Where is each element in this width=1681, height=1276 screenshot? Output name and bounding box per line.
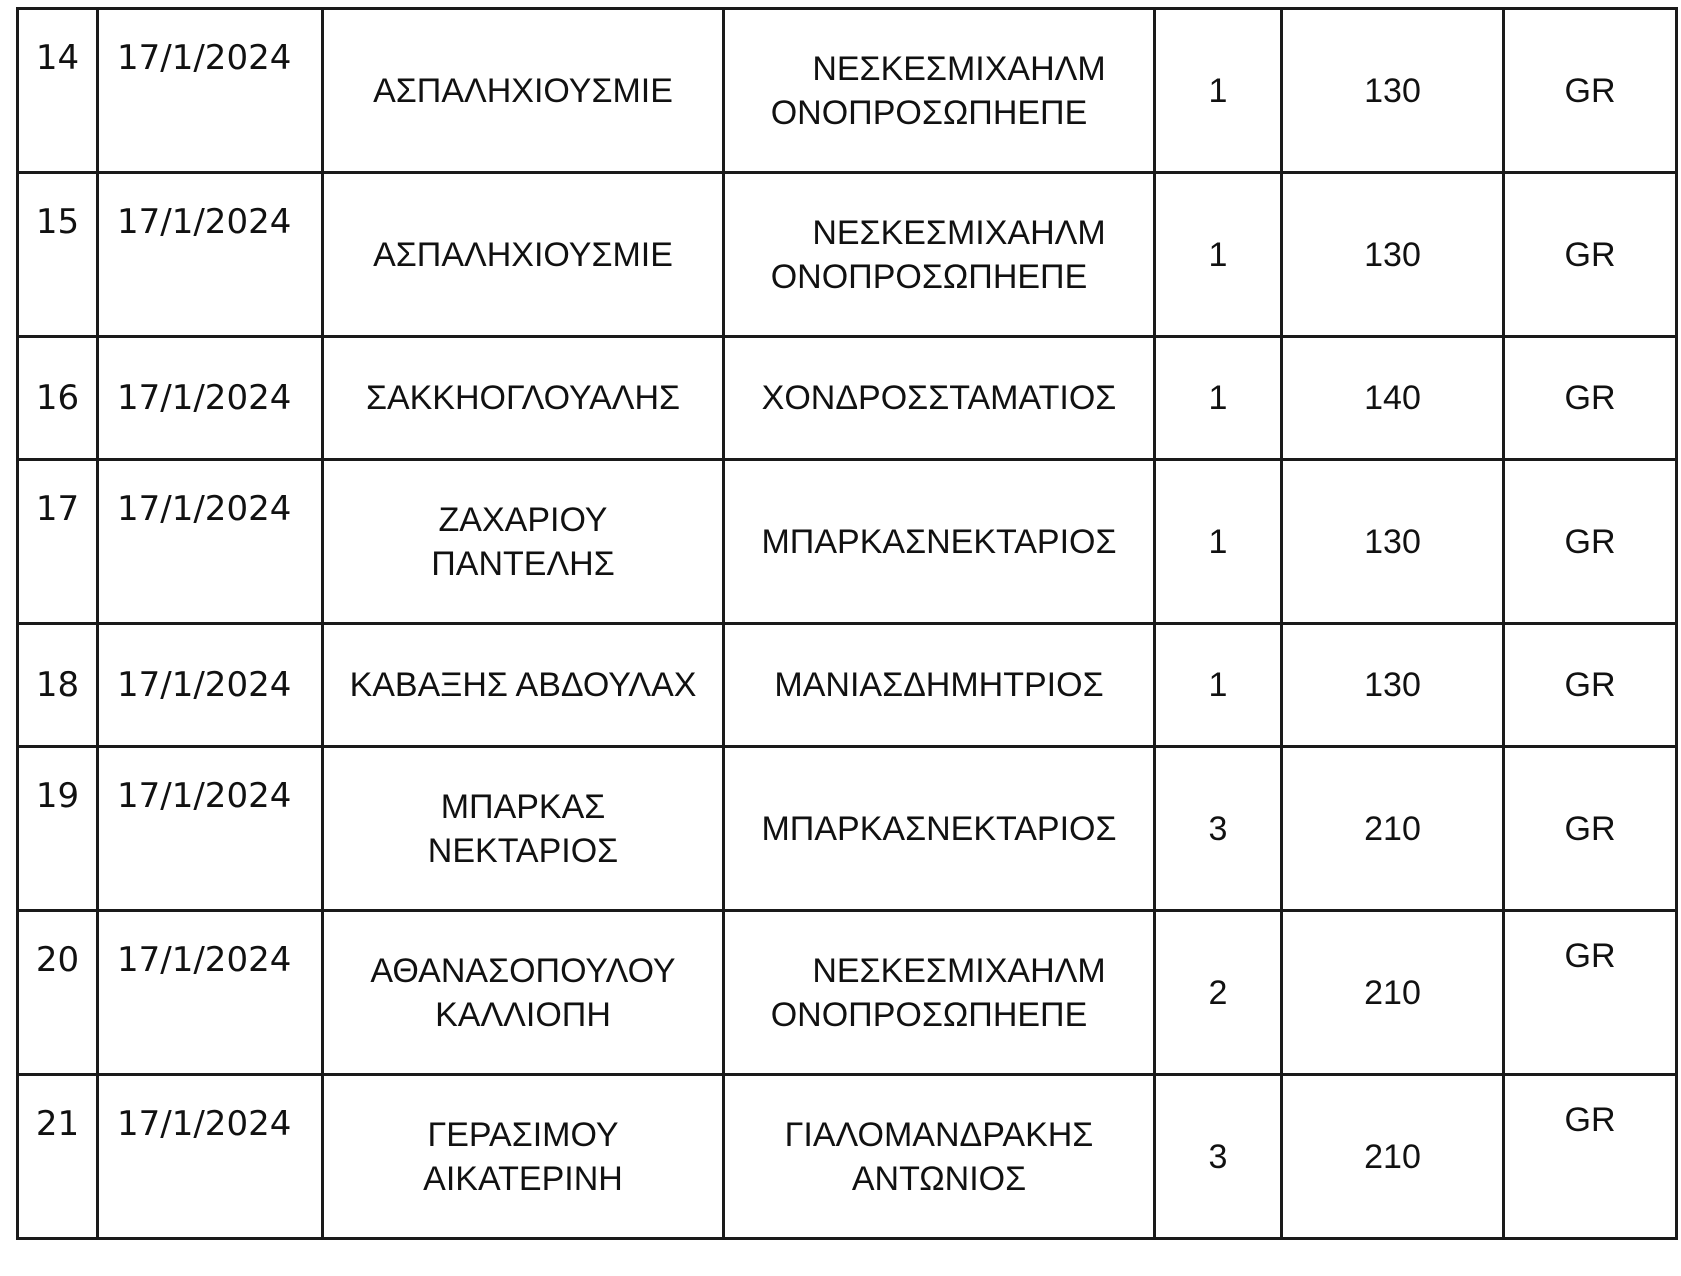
amount-cell: 210	[1282, 1075, 1504, 1239]
date-cell	[98, 9, 323, 173]
row-number: 18	[35, 665, 80, 705]
row-number: 17	[35, 489, 80, 529]
quantity-cell: 1	[1155, 337, 1282, 460]
country-cell: GR	[1504, 624, 1677, 747]
date-cell	[98, 911, 323, 1075]
date-value: 17/1/2024	[117, 202, 292, 242]
row-number-cell	[18, 337, 98, 460]
country-value: GR	[1564, 1101, 1616, 1139]
country-cell: GR	[1504, 747, 1677, 911]
country-value: GR	[1564, 937, 1616, 975]
agent-line: ΓΙΑΛΟΜΑΝΔΡΑΚΗΣ	[784, 1115, 1094, 1154]
name-line: ΑΣΠΑΛΗΧΙΟΥΣΜΙΕ	[373, 235, 673, 274]
name-cell	[323, 624, 724, 747]
agent-cell	[724, 337, 1155, 460]
quantity-cell: 1	[1155, 9, 1282, 173]
quantity-cell: 1	[1155, 173, 1282, 337]
name-cell	[323, 1075, 724, 1239]
row-number: 15	[35, 202, 80, 242]
agent-line: ΑΝΤΩΝΙΟΣ	[851, 1159, 1027, 1198]
date-value: 17/1/2024	[117, 378, 292, 418]
table-row	[18, 911, 1677, 1075]
date-cell	[98, 173, 323, 337]
agent-line: ΟΝΟΠΡΟΣΩΠΗΕΠΕ	[770, 257, 1088, 296]
row-number-cell	[18, 460, 98, 624]
agent-cell	[724, 9, 1155, 173]
name-line: ΜΠΑΡΚΑΣ	[440, 787, 606, 826]
agent-line: ΝΕΣΚΕΣΜΙΧΑΗΛΜ	[812, 951, 1106, 990]
agent-cell	[724, 624, 1155, 747]
quantity-cell: 1	[1155, 624, 1282, 747]
agent-cell	[724, 1075, 1155, 1239]
date-value: 17/1/2024	[117, 665, 292, 705]
amount-cell: 140	[1282, 337, 1504, 460]
agent-line: ΝΕΣΚΕΣΜΙΧΑΗΛΜ	[812, 213, 1106, 252]
name-cell	[323, 460, 724, 624]
name-cell	[323, 173, 724, 337]
table-row	[18, 624, 1677, 747]
table-row	[18, 337, 1677, 460]
agent-line: ΜΠΑΡΚΑΣΝΕΚΤΑΡΙΟΣ	[761, 809, 1117, 848]
agent-line: ΝΕΣΚΕΣΜΙΧΑΗΛΜ	[812, 49, 1106, 88]
table-row	[18, 460, 1677, 624]
agent-cell	[724, 460, 1155, 624]
date-value: 17/1/2024	[117, 776, 292, 816]
row-number-cell	[18, 911, 98, 1075]
records-table	[16, 7, 1678, 1240]
row-number: 16	[35, 378, 80, 418]
amount-cell: 130	[1282, 624, 1504, 747]
row-number: 21	[35, 1104, 80, 1144]
name-line: ΚΑΛΛΙΟΠΗ	[435, 995, 611, 1034]
row-number-cell	[18, 9, 98, 173]
date-value: 17/1/2024	[117, 38, 292, 78]
name-cell	[323, 747, 724, 911]
amount-cell: 210	[1282, 747, 1504, 911]
agent-cell	[724, 747, 1155, 911]
name-cell	[323, 9, 724, 173]
date-cell	[98, 460, 323, 624]
name-line: ΑΘΑΝΑΣΟΠΟΥΛΟΥ	[370, 951, 676, 990]
quantity-cell: 2	[1155, 911, 1282, 1075]
amount-cell: 210	[1282, 911, 1504, 1075]
agent-line: ΟΝΟΠΡΟΣΩΠΗΕΠΕ	[770, 995, 1088, 1034]
amount-cell: 130	[1282, 460, 1504, 624]
agent-cell	[724, 173, 1155, 337]
agent-line: ΟΝΟΠΡΟΣΩΠΗΕΠΕ	[770, 93, 1088, 132]
row-number-cell	[18, 624, 98, 747]
country-cell: GR	[1504, 9, 1677, 173]
agent-line: ΜΑΝΙΑΣΔΗΜΗΤΡΙΟΣ	[774, 666, 1104, 704]
row-number-cell	[18, 1075, 98, 1239]
country-cell	[1504, 1075, 1677, 1239]
name-line: ΑΙΚΑΤΕΡΙΝΗ	[423, 1159, 623, 1198]
name-line: ΝΕΚΤΑΡΙΟΣ	[427, 831, 619, 870]
name-cell	[323, 911, 724, 1075]
name-line: ΚΑΒΑΞΗΣ ΑΒΔΟΥΛΑΧ	[349, 666, 697, 704]
row-number-cell	[18, 173, 98, 337]
date-cell	[98, 337, 323, 460]
quantity-cell: 1	[1155, 460, 1282, 624]
name-line: ΣΑΚΚΗΟΓΛΟΥΑΛΗΣ	[365, 379, 681, 417]
country-cell: GR	[1504, 173, 1677, 337]
name-line: ΠΑΝΤΕΛΗΣ	[431, 544, 615, 583]
row-number: 19	[35, 776, 80, 816]
amount-cell: 130	[1282, 9, 1504, 173]
date-value: 17/1/2024	[117, 940, 292, 980]
date-value: 17/1/2024	[117, 1104, 292, 1144]
row-number-cell	[18, 747, 98, 911]
table-row	[18, 173, 1677, 337]
agent-cell	[724, 911, 1155, 1075]
date-cell	[98, 1075, 323, 1239]
date-cell	[98, 747, 323, 911]
country-cell	[1504, 911, 1677, 1075]
quantity-cell: 3	[1155, 1075, 1282, 1239]
row-number: 14	[35, 38, 80, 78]
country-cell: GR	[1504, 460, 1677, 624]
country-cell: GR	[1504, 337, 1677, 460]
row-number: 20	[35, 940, 80, 980]
amount-cell: 130	[1282, 173, 1504, 337]
agent-line: ΧΟΝΔΡΟΣΣΤΑΜΑΤΙΟΣ	[761, 379, 1117, 417]
table-row	[18, 1075, 1677, 1239]
name-line: ΖΑΧΑΡΙΟΥ	[438, 500, 608, 539]
table-row	[18, 9, 1677, 173]
date-value: 17/1/2024	[117, 489, 292, 529]
name-cell	[323, 337, 724, 460]
agent-line: ΜΠΑΡΚΑΣΝΕΚΤΑΡΙΟΣ	[761, 522, 1117, 561]
quantity-cell: 3	[1155, 747, 1282, 911]
date-cell	[98, 624, 323, 747]
name-line: ΓΕΡΑΣΙΜΟΥ	[427, 1115, 619, 1154]
table-row	[18, 747, 1677, 911]
name-line: ΑΣΠΑΛΗΧΙΟΥΣΜΙΕ	[373, 71, 673, 110]
